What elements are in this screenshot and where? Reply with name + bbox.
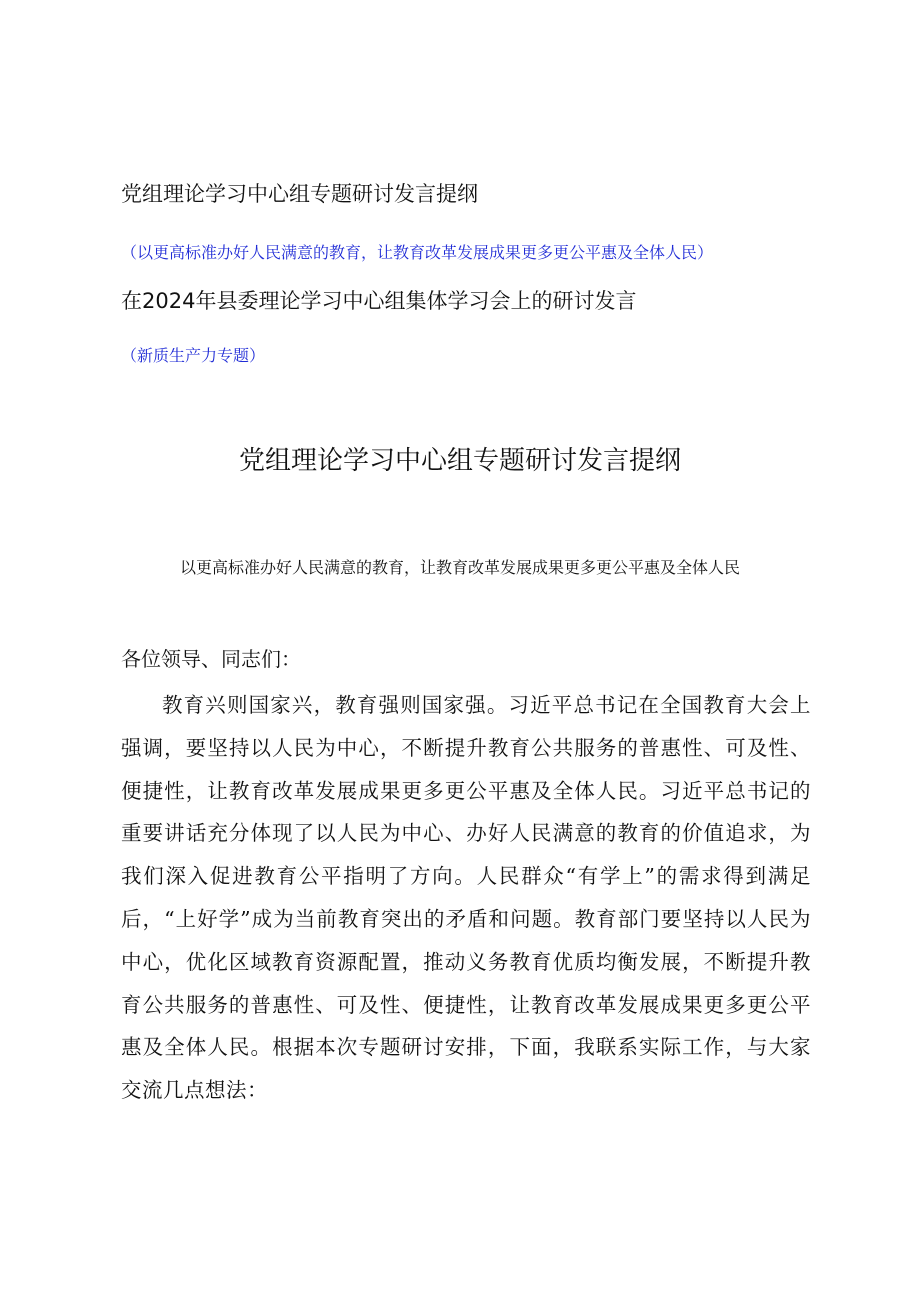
toc-item-1-title[interactable]: 党组理论学习中心组专题研讨发言提纲: [121, 182, 478, 206]
toc-item-2-title[interactable]: 在2024年县委理论学习中心组集体学习会上的研讨发言: [121, 289, 637, 313]
document-subtitle: 以更高标准办好人民满意的教育，让教育改革发展成果更多更公平惠及全体人民: [179, 558, 740, 577]
body-paragraph: 教育兴则国家兴，教育强则国家强。习近平总书记在全国教育大会上强调，要坚持以人民为中心，不断提升教育公共服务的普惠性、可及性、便捷性，让教育改革发展成果更多更公平惠及全体人民。习近平总书记的重要讲话充分体现了以人民为中心、办好人民满意的教育的价值追求，为我们深入促进教育公平指明了方向。人民群众“有学上”的需求得到满足后，“上好学”成为当前教育突出的矛盾和问题。教育部门要坚持以人民为中心，优化区域教育资源配置，推动义务教育优质均衡发展，不断提升教育公共服务的普惠性、可及性、便捷性，让教育改革发展成果更多更公平惠及全体人民。根据本次专题研讨安排，下面，我联系实际工作，与大家交流几点想法：: [121, 693, 811, 1103]
toc-item-1-subtitle[interactable]: （以更高标准办好人民满意的教育，让教育改革发展成果更多更公平惠及全体人民）: [121, 243, 714, 262]
salutation: 各位领导、同志们：: [121, 647, 301, 671]
toc-item-2-subtitle[interactable]: （新质生产力专题）: [121, 346, 266, 365]
document-title: 党组理论学习中心组专题研讨发言提纲: [238, 446, 681, 476]
